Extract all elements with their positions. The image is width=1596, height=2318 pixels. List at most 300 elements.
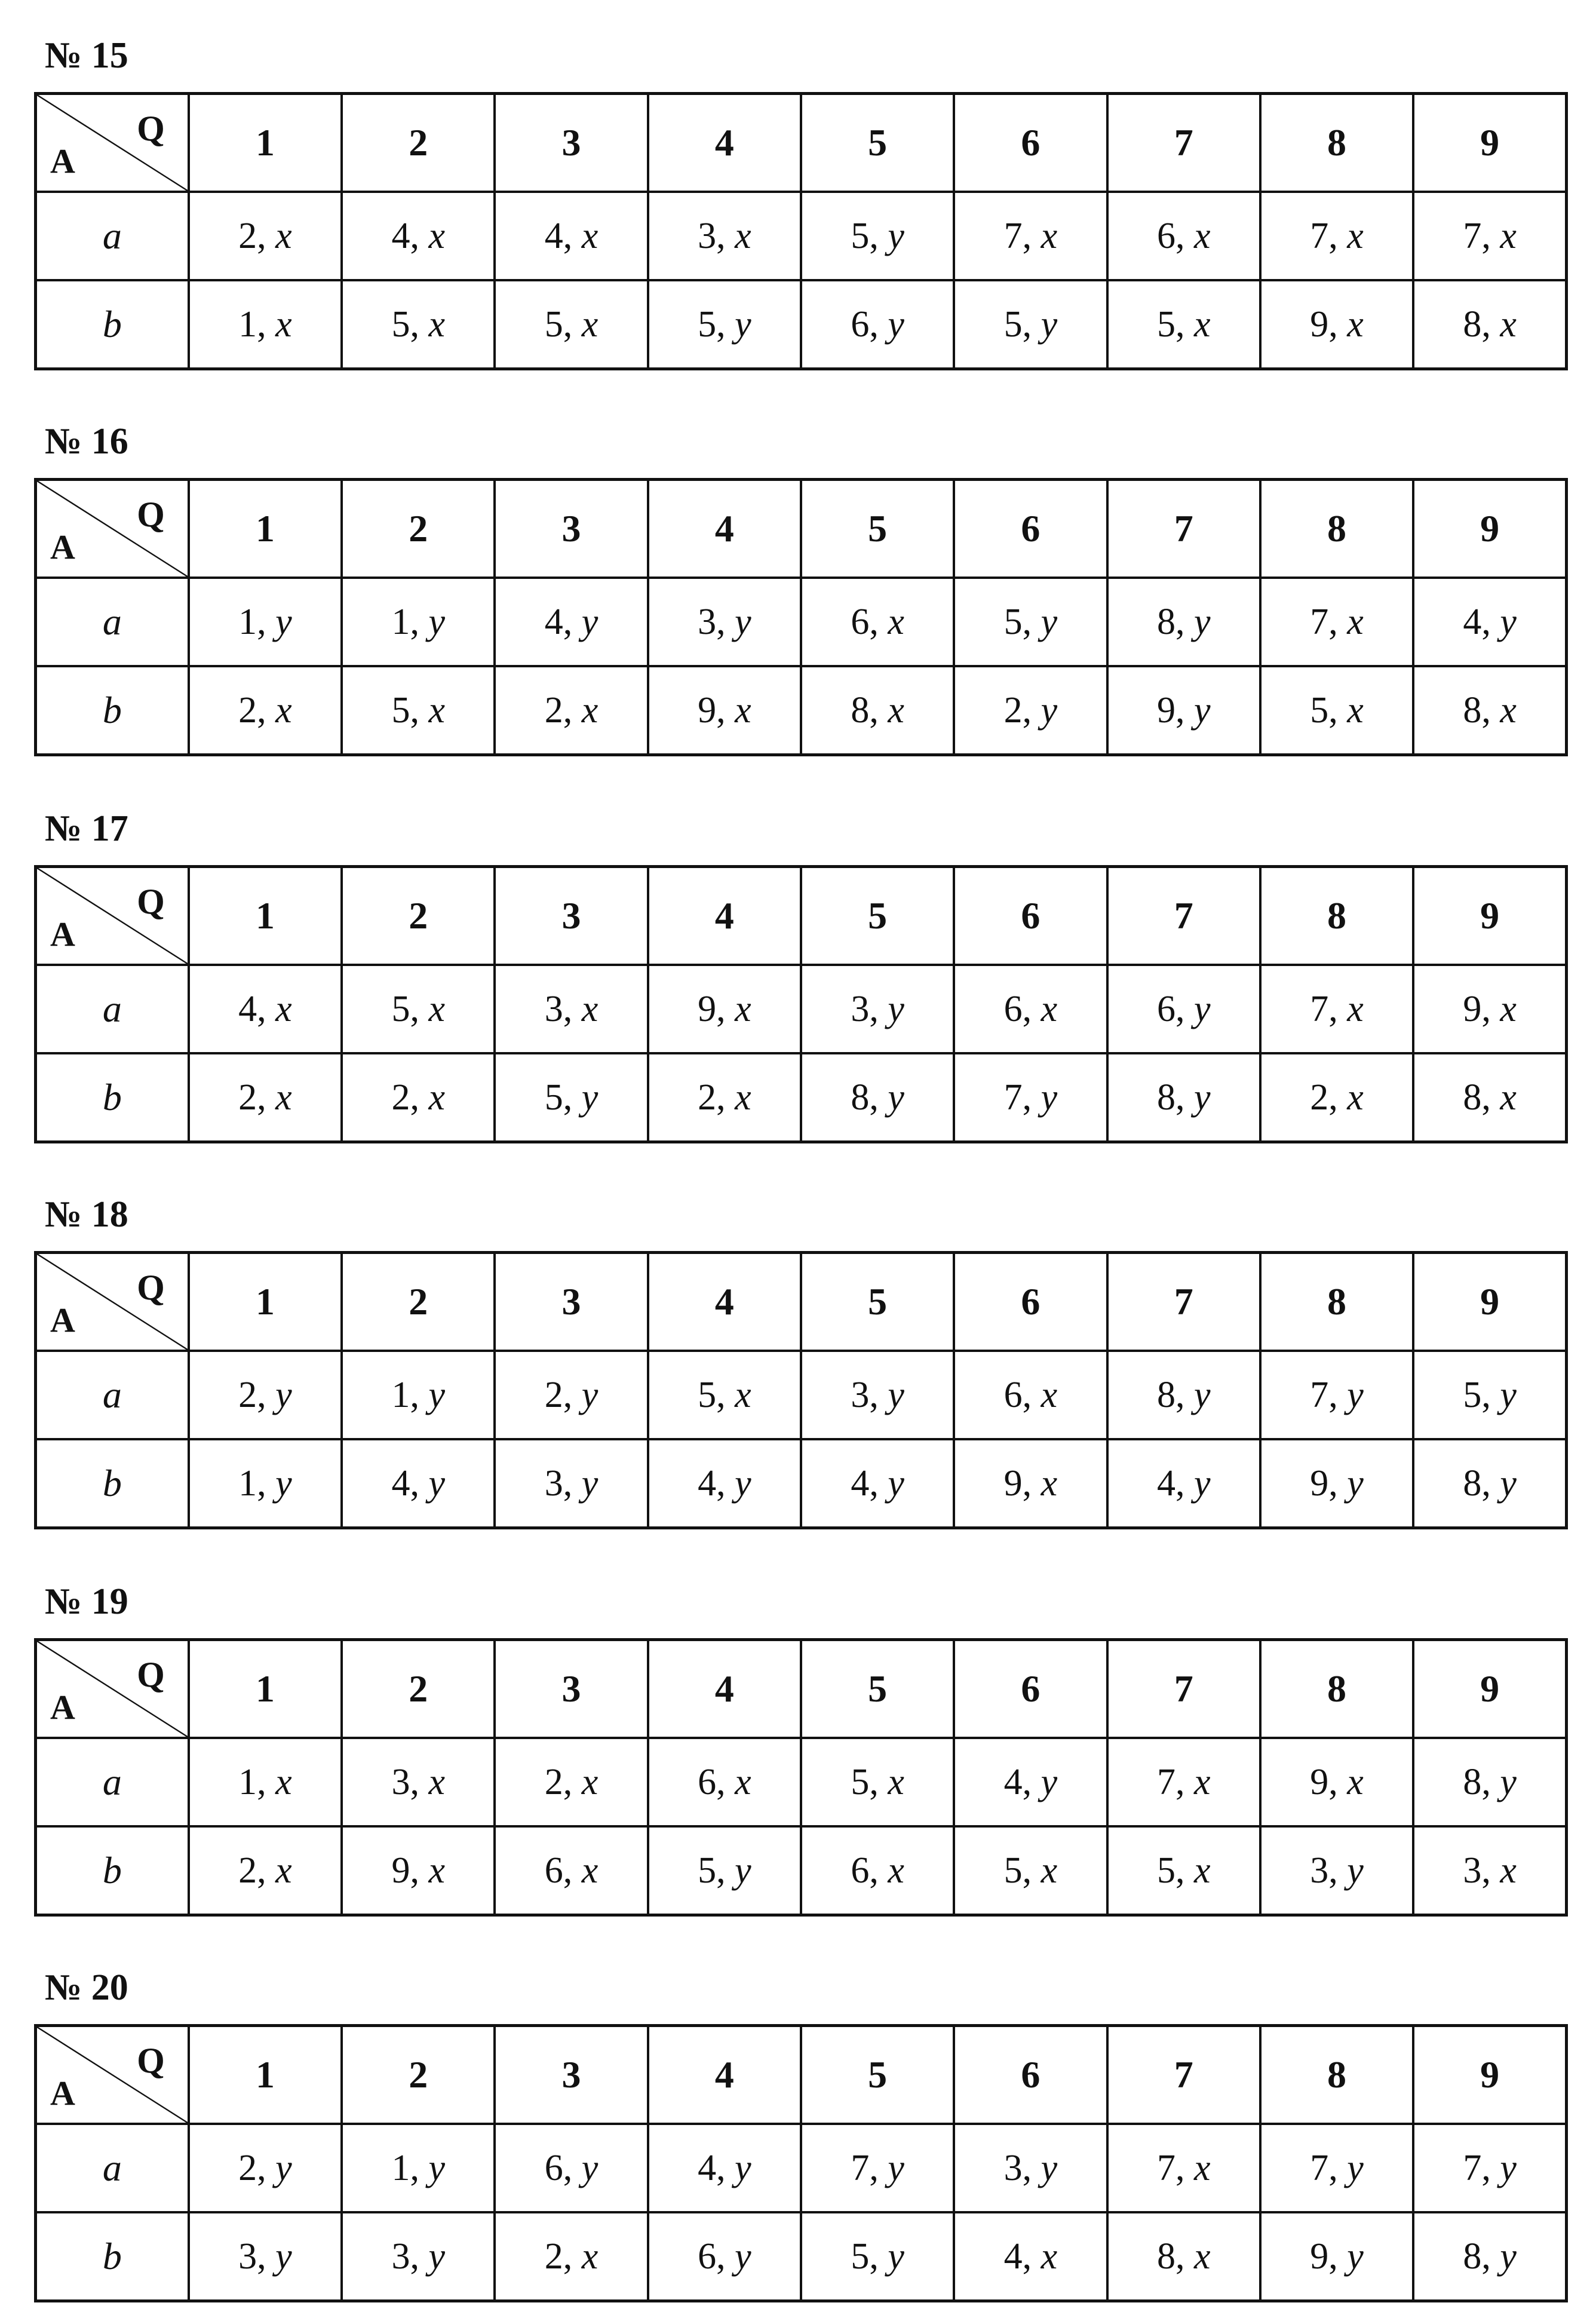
column-header: 4	[648, 2026, 801, 2124]
table-cell	[648, 2212, 801, 2301]
column-header: 4	[648, 1253, 801, 1351]
separator: ,	[257, 1374, 276, 1415]
table-cell	[648, 1826, 801, 1915]
output-symbol: x	[1347, 689, 1364, 731]
header-row	[36, 480, 1567, 578]
output-symbol: x	[581, 988, 598, 1029]
table-cell	[189, 578, 342, 666]
table-cell	[1260, 1439, 1413, 1528]
separator: ,	[410, 988, 429, 1029]
table-cell	[189, 2212, 342, 2301]
output-symbol: x	[1347, 215, 1364, 256]
output-symbol: y	[1347, 2147, 1364, 2188]
output-symbol: x	[735, 1761, 751, 1802]
next-state: 6	[544, 2147, 563, 2188]
separator: ,	[1328, 1850, 1348, 1891]
table-cell	[954, 1738, 1107, 1826]
separator: ,	[869, 215, 888, 256]
separator: ,	[1481, 215, 1500, 256]
table-cell	[1413, 578, 1566, 666]
table-cell	[801, 2212, 954, 2301]
separator: ,	[716, 1850, 735, 1891]
next-state: 3	[391, 2236, 410, 2277]
output-symbol: y	[275, 2236, 292, 2277]
column-header: 9	[1413, 1253, 1566, 1351]
output-symbol: y	[275, 2147, 292, 2188]
corner-cell	[36, 480, 189, 578]
output-symbol: x	[1347, 303, 1364, 345]
table-cell	[342, 666, 495, 755]
row-label: a	[36, 2124, 189, 2212]
table-cell	[495, 1439, 647, 1528]
next-state: 5	[1003, 601, 1023, 642]
output-symbol: y	[1041, 2147, 1058, 2188]
table-cell	[189, 2124, 342, 2212]
row-label: b	[36, 2212, 189, 2301]
table-cell	[1260, 1738, 1413, 1826]
next-state: 9	[391, 1850, 410, 1891]
row-label: a	[36, 192, 189, 280]
table-cell	[801, 1439, 954, 1528]
output-symbol: y	[888, 2147, 904, 2188]
output-symbol: x	[888, 1850, 904, 1891]
next-state: 5	[1003, 303, 1023, 345]
separator: ,	[716, 1761, 735, 1802]
next-state: 5	[1156, 1850, 1175, 1891]
table-cell	[801, 280, 954, 369]
output-symbol: x	[1041, 215, 1058, 256]
next-state: 5	[1463, 1374, 1482, 1415]
table-cell	[1413, 2212, 1566, 2301]
output-symbol: x	[1347, 1077, 1364, 1118]
table-cell	[801, 1738, 954, 1826]
next-state: 7	[1310, 988, 1329, 1029]
separator: ,	[1481, 303, 1500, 345]
table-row	[36, 192, 1567, 280]
table-cell	[1260, 578, 1413, 666]
next-state: 3	[1463, 1850, 1482, 1891]
table-cell	[954, 192, 1107, 280]
output-symbol: x	[1193, 303, 1211, 345]
separator: ,	[1481, 1462, 1500, 1504]
separator: ,	[1175, 988, 1194, 1029]
separator: ,	[716, 303, 735, 345]
column-header: 7	[1107, 2026, 1260, 2124]
separator: ,	[563, 2147, 582, 2188]
next-state: 7	[851, 2147, 870, 2188]
separator: ,	[410, 1761, 429, 1802]
separator: ,	[869, 988, 888, 1029]
column-header: 2	[342, 94, 495, 192]
next-state: 6	[1003, 1374, 1023, 1415]
column-header: 5	[801, 867, 954, 965]
table-cell	[189, 1053, 342, 1142]
corner-cell	[36, 94, 189, 192]
table-cell	[189, 1351, 342, 1439]
table-cell	[648, 1738, 801, 1826]
output-symbol: y	[888, 1462, 904, 1504]
separator: ,	[1022, 689, 1041, 731]
output-symbol: y	[1500, 601, 1517, 642]
table-cell	[342, 280, 495, 369]
table-cell	[1413, 965, 1566, 1053]
next-state: 1	[238, 303, 257, 345]
column-header: 8	[1260, 867, 1413, 965]
table-cell	[342, 1826, 495, 1915]
output-symbol: x	[1041, 1374, 1058, 1415]
output-symbol: y	[428, 601, 445, 642]
separator: ,	[257, 303, 276, 345]
separator: ,	[410, 2236, 429, 2277]
separator: ,	[1175, 1374, 1194, 1415]
output-symbol: x	[275, 689, 292, 731]
output-symbol: x	[275, 1077, 292, 1118]
output-symbol: y	[1347, 1374, 1364, 1415]
output-symbol: y	[1041, 1077, 1058, 1118]
separator: ,	[257, 1761, 276, 1802]
table-cell	[495, 965, 647, 1053]
next-state: 1	[238, 1761, 257, 1802]
separator: ,	[869, 1374, 888, 1415]
separator: ,	[410, 1462, 429, 1504]
output-symbol: x	[428, 689, 445, 731]
table-cell	[648, 1439, 801, 1528]
next-state: 8	[1463, 1462, 1482, 1504]
table-cell	[342, 965, 495, 1053]
corner-label-a: A	[50, 142, 75, 180]
table-row	[36, 280, 1567, 369]
column-header: 8	[1260, 480, 1413, 578]
separator: ,	[410, 1850, 429, 1891]
table-cell	[1413, 666, 1566, 755]
table-cell	[1107, 666, 1260, 755]
output-symbol: x	[275, 303, 292, 345]
column-header: 6	[954, 867, 1107, 965]
separator: ,	[257, 689, 276, 731]
table-cell	[648, 2124, 801, 2212]
table-cell	[342, 192, 495, 280]
next-state: 2	[698, 1077, 717, 1118]
separator: ,	[410, 601, 429, 642]
output-symbol: y	[1500, 1761, 1517, 1802]
column-header: 8	[1260, 2026, 1413, 2124]
output-symbol: x	[1347, 1761, 1364, 1802]
table-cell	[1107, 1439, 1260, 1528]
separator: ,	[1175, 1077, 1194, 1118]
next-state: 1	[238, 601, 257, 642]
output-symbol: y	[275, 1374, 292, 1415]
table-row	[36, 578, 1567, 666]
separator: ,	[563, 303, 582, 345]
next-state: 3	[851, 988, 870, 1029]
output-symbol: y	[1500, 1374, 1517, 1415]
separator: ,	[716, 1077, 735, 1118]
output-symbol: x	[1193, 1761, 1211, 1802]
table-cell	[648, 666, 801, 755]
table-cell	[954, 666, 1107, 755]
separator: ,	[716, 2147, 735, 2188]
separator: ,	[869, 2236, 888, 2277]
separator: ,	[1481, 1077, 1500, 1118]
next-state: 7	[1310, 2147, 1329, 2188]
next-state: 4	[1003, 2236, 1023, 2277]
row-label: a	[36, 1351, 189, 1439]
table-cell	[342, 2124, 495, 2212]
table-row	[36, 1351, 1567, 1439]
table-cell	[1107, 2124, 1260, 2212]
next-state: 3	[391, 1761, 410, 1802]
separator: ,	[1328, 601, 1348, 642]
separator: ,	[1328, 303, 1348, 345]
output-symbol: y	[735, 2147, 751, 2188]
separator: ,	[869, 2147, 888, 2188]
column-header: 6	[954, 1253, 1107, 1351]
table-cell	[954, 2124, 1107, 2212]
table-row	[36, 1826, 1567, 1915]
separator: ,	[1022, 988, 1041, 1029]
table-cell	[189, 192, 342, 280]
column-header: 6	[954, 1640, 1107, 1738]
next-state: 6	[1003, 988, 1023, 1029]
column-header: 5	[801, 1640, 954, 1738]
next-state: 5	[544, 303, 563, 345]
next-state: 3	[544, 988, 563, 1029]
next-state: 6	[851, 601, 870, 642]
next-state: 6	[698, 1761, 717, 1802]
table-cell	[1260, 1826, 1413, 1915]
next-state: 1	[391, 2147, 410, 2188]
table-cell	[1413, 1439, 1566, 1528]
output-symbol: y	[1193, 1374, 1211, 1415]
separator: ,	[1481, 1850, 1500, 1891]
output-symbol: y	[888, 988, 904, 1029]
output-symbol: x	[735, 689, 751, 731]
column-header: 1	[189, 1253, 342, 1351]
corner-label-a: A	[50, 1688, 75, 1727]
next-state: 7	[1156, 2147, 1175, 2188]
separator: ,	[1175, 1850, 1194, 1891]
table-cell	[801, 2124, 954, 2212]
separator: ,	[869, 1761, 888, 1802]
table-cell	[648, 578, 801, 666]
table-cell	[1107, 965, 1260, 1053]
separator: ,	[410, 1374, 429, 1415]
separator: ,	[410, 215, 429, 256]
table-row	[36, 1053, 1567, 1142]
table-row	[36, 666, 1567, 755]
next-state: 2	[544, 2236, 563, 2277]
next-state: 2	[238, 1077, 257, 1118]
output-symbol: y	[1041, 1761, 1058, 1802]
column-header: 3	[495, 1253, 647, 1351]
separator: ,	[1175, 1761, 1194, 1802]
table-cell	[1107, 2212, 1260, 2301]
next-state: 1	[391, 1374, 410, 1415]
output-symbol: y	[581, 601, 598, 642]
output-symbol: y	[428, 2236, 445, 2277]
output-symbol: y	[1347, 2236, 1364, 2277]
separator: ,	[1328, 988, 1348, 1029]
separator: ,	[869, 1850, 888, 1891]
next-state: 5	[391, 303, 410, 345]
separator: ,	[257, 601, 276, 642]
table-cell	[495, 280, 647, 369]
row-label: a	[36, 1738, 189, 1826]
next-state: 4	[544, 215, 563, 256]
table-cell	[1260, 192, 1413, 280]
table-cell	[1260, 280, 1413, 369]
separator: ,	[1175, 689, 1194, 731]
next-state: 7	[1156, 1761, 1175, 1802]
table-cell	[954, 1351, 1107, 1439]
row-label: b	[36, 1826, 189, 1915]
output-symbol: x	[888, 1761, 904, 1802]
column-header: 4	[648, 480, 801, 578]
output-symbol: x	[1500, 303, 1517, 345]
output-symbol: y	[1347, 1850, 1364, 1891]
next-state: 3	[851, 1374, 870, 1415]
column-header: 1	[189, 1640, 342, 1738]
column-header: 7	[1107, 867, 1260, 965]
column-header: 1	[189, 480, 342, 578]
separator: ,	[1481, 988, 1500, 1029]
separator: ,	[1022, 1462, 1041, 1504]
next-state: 4	[851, 1462, 870, 1504]
output-symbol: y	[888, 303, 904, 345]
corner-label-q: Q	[137, 2041, 165, 2080]
table-cell	[189, 666, 342, 755]
table-cell	[1413, 1826, 1566, 1915]
output-symbol: x	[1193, 1850, 1211, 1891]
next-state: 3	[1003, 2147, 1023, 2188]
next-state: 4	[238, 988, 257, 1029]
row-label: a	[36, 965, 189, 1053]
separator: ,	[563, 2236, 582, 2277]
separator: ,	[410, 1077, 429, 1118]
table-cell	[801, 965, 954, 1053]
column-header: 5	[801, 1253, 954, 1351]
corner-cell	[36, 1640, 189, 1738]
output-symbol: y	[735, 601, 751, 642]
header-row	[36, 867, 1567, 965]
column-header: 1	[189, 2026, 342, 2124]
output-symbol: x	[428, 215, 445, 256]
table-cell	[954, 1439, 1107, 1528]
separator: ,	[1022, 215, 1041, 256]
next-state: 7	[1463, 2147, 1482, 2188]
row-label: b	[36, 280, 189, 369]
separator: ,	[563, 601, 582, 642]
column-header: 3	[495, 2026, 647, 2124]
separator: ,	[563, 1462, 582, 1504]
next-state: 8	[1156, 601, 1175, 642]
next-state: 2	[1003, 689, 1023, 731]
column-header: 2	[342, 480, 495, 578]
table-cell	[342, 1053, 495, 1142]
column-header: 6	[954, 2026, 1107, 2124]
column-header: 1	[189, 94, 342, 192]
output-symbol: y	[275, 1462, 292, 1504]
table-cell	[1413, 280, 1566, 369]
output-symbol: y	[1193, 1462, 1211, 1504]
corner-label-q: Q	[137, 1268, 165, 1307]
output-symbol: y	[888, 1077, 904, 1118]
separator: ,	[1175, 2147, 1194, 2188]
table-cell	[1107, 280, 1260, 369]
next-state: 4	[698, 1462, 717, 1504]
table-cell	[648, 1351, 801, 1439]
column-header: 7	[1107, 480, 1260, 578]
separator: ,	[869, 1077, 888, 1118]
corner-label-q: Q	[137, 1655, 165, 1694]
next-state: 9	[1310, 1462, 1329, 1504]
column-header: 2	[342, 1640, 495, 1738]
separator: ,	[1022, 601, 1041, 642]
next-state: 8	[851, 689, 870, 731]
separator: ,	[1328, 1077, 1348, 1118]
next-state: 2	[544, 1374, 563, 1415]
table-cell	[495, 578, 647, 666]
next-state: 2	[391, 1077, 410, 1118]
next-state: 6	[544, 1850, 563, 1891]
header-row	[36, 1253, 1567, 1351]
next-state: 2	[544, 1761, 563, 1802]
column-header: 8	[1260, 1253, 1413, 1351]
next-state: 4	[1463, 601, 1482, 642]
separator: ,	[1022, 1374, 1041, 1415]
next-state: 4	[1003, 1761, 1023, 1802]
next-state: 9	[1003, 1462, 1023, 1504]
column-header: 4	[648, 867, 801, 965]
output-symbol: y	[581, 1462, 598, 1504]
next-state: 5	[391, 988, 410, 1029]
column-header: 3	[495, 480, 647, 578]
output-symbol: x	[428, 1850, 445, 1891]
column-header: 9	[1413, 867, 1566, 965]
column-header: 3	[495, 867, 647, 965]
output-symbol: x	[1193, 215, 1211, 256]
column-header: 1	[189, 867, 342, 965]
table-cell	[648, 1053, 801, 1142]
output-symbol: x	[275, 988, 292, 1029]
table-cell	[1260, 1053, 1413, 1142]
next-state: 9	[1310, 1761, 1329, 1802]
next-state: 2	[238, 2147, 257, 2188]
next-state: 2	[238, 215, 257, 256]
next-state: 2	[238, 1850, 257, 1891]
next-state: 9	[698, 988, 717, 1029]
table-cell	[189, 1439, 342, 1528]
table-cell	[801, 1053, 954, 1142]
output-symbol: x	[1500, 215, 1517, 256]
table-title: № 19	[45, 1581, 128, 1622]
next-state: 8	[1156, 1077, 1175, 1118]
transition-table	[34, 865, 1568, 1143]
output-symbol: y	[275, 601, 292, 642]
table-cell	[648, 965, 801, 1053]
table-title: № 17	[45, 808, 128, 849]
output-symbol: x	[735, 1374, 751, 1415]
output-symbol: x	[1500, 1850, 1517, 1891]
separator: ,	[1022, 1077, 1041, 1118]
next-state: 5	[698, 303, 717, 345]
separator: ,	[257, 2236, 276, 2277]
output-symbol: y	[1500, 2147, 1517, 2188]
column-header: 2	[342, 867, 495, 965]
separator: ,	[1481, 2147, 1500, 2188]
table-row	[36, 2124, 1567, 2212]
table-cell	[1260, 2212, 1413, 2301]
